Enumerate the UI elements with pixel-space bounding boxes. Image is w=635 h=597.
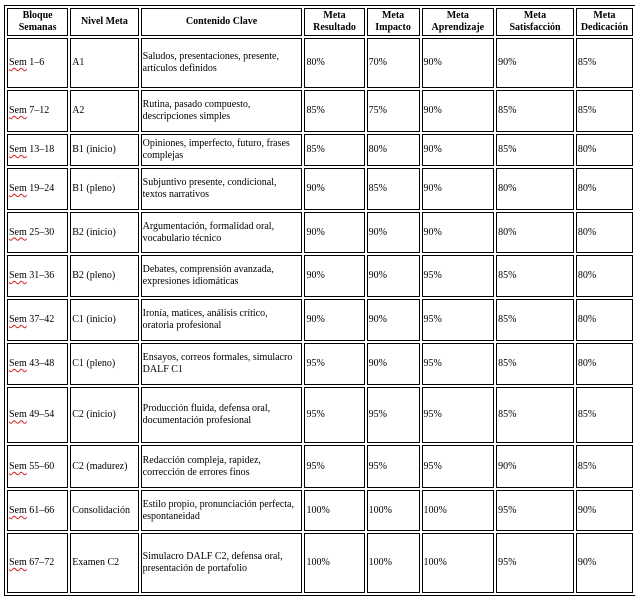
cell-contenido: Simulacro DALF C2, defensa oral, presentación de portafolio bbox=[141, 533, 303, 593]
week-range: 49–54 bbox=[26, 409, 55, 421]
cell-resultado: 80% bbox=[304, 38, 364, 88]
cell-impacto: 95% bbox=[367, 387, 420, 443]
week-range: 13–18 bbox=[26, 144, 55, 156]
cell-satisfaccion: 95% bbox=[496, 533, 574, 593]
cell-aprendizaje: 95% bbox=[422, 445, 495, 488]
cell-satisfaccion: 85% bbox=[496, 299, 574, 341]
sem-label: Sem bbox=[9, 314, 27, 326]
cell-resultado: 100% bbox=[304, 533, 364, 593]
cell-contenido: Ensayos, correos formales, simulacro DALF C1 bbox=[141, 343, 303, 385]
cell-aprendizaje: 90% bbox=[422, 38, 495, 88]
cell-impacto: 90% bbox=[367, 255, 420, 297]
header-bloque-semanas: Bloque Semanas bbox=[7, 8, 68, 36]
table-row bbox=[7, 38, 633, 88]
plan-table bbox=[4, 5, 635, 596]
cell-contenido: Debates, comprensión avanzada, expresiones idiomáticas bbox=[141, 255, 303, 297]
cell-nivel: C2 (inicio) bbox=[70, 387, 138, 443]
sem-label: Sem bbox=[9, 557, 27, 569]
cell-impacto: 70% bbox=[367, 38, 420, 88]
table-row bbox=[7, 490, 633, 531]
week-range: 31–36 bbox=[26, 270, 55, 282]
cell-dedicacion: 80% bbox=[576, 134, 633, 166]
cell-bloque bbox=[7, 38, 68, 88]
table-row bbox=[7, 343, 633, 385]
cell-dedicacion: 85% bbox=[576, 38, 633, 88]
cell-contenido: Producción fluida, defensa oral, documentación profesional bbox=[141, 387, 303, 443]
cell-nivel: C1 (inicio) bbox=[70, 299, 138, 341]
cell-dedicacion: 85% bbox=[576, 387, 633, 443]
week-range: 7–12 bbox=[26, 105, 50, 117]
table-row bbox=[7, 387, 633, 443]
cell-aprendizaje: 90% bbox=[422, 90, 495, 132]
cell-nivel: B2 (inicio) bbox=[70, 212, 138, 253]
cell-impacto: 85% bbox=[367, 168, 420, 210]
cell-nivel: C2 (madurez) bbox=[70, 445, 138, 488]
cell-contenido: Subjuntivo presente, condicional, textos narrativos bbox=[141, 168, 303, 210]
week-range: 25–30 bbox=[26, 226, 55, 238]
cell-satisfaccion: 85% bbox=[496, 90, 574, 132]
cell-nivel: Consolidación bbox=[70, 490, 138, 531]
header-row bbox=[7, 8, 633, 36]
cell-bloque bbox=[7, 255, 68, 297]
cell-nivel: A1 bbox=[70, 38, 138, 88]
cell-impacto: 75% bbox=[367, 90, 420, 132]
cell-contenido: Rutina, pasado compuesto, descripciones simples bbox=[141, 90, 303, 132]
cell-contenido: Saludos, presentaciones, presente, artículos definidos bbox=[141, 38, 303, 88]
cell-nivel: B1 (inicio) bbox=[70, 134, 138, 166]
header-meta-impacto: Meta Impacto bbox=[367, 8, 420, 36]
cell-aprendizaje: 95% bbox=[422, 343, 495, 385]
week-range: 55–60 bbox=[26, 460, 55, 472]
cell-dedicacion: 80% bbox=[576, 299, 633, 341]
cell-bloque bbox=[7, 445, 68, 488]
cell-resultado: 85% bbox=[304, 134, 364, 166]
week-range: 1–6 bbox=[26, 57, 45, 69]
header-meta-resultado: Meta Resultado bbox=[304, 8, 364, 36]
header-nivel-meta: Nivel Meta bbox=[70, 8, 138, 36]
cell-impacto: 100% bbox=[367, 533, 420, 593]
sem-label: Sem bbox=[9, 270, 27, 282]
header-meta-aprendizaje: Meta Aprendizaje bbox=[422, 8, 495, 36]
cell-aprendizaje: 95% bbox=[422, 299, 495, 341]
cell-resultado: 90% bbox=[304, 212, 364, 253]
cell-dedicacion: 80% bbox=[576, 255, 633, 297]
cell-contenido: Opiniones, imperfecto, futuro, frases complejas bbox=[141, 134, 303, 166]
cell-resultado: 90% bbox=[304, 299, 364, 341]
cell-resultado: 85% bbox=[304, 90, 364, 132]
cell-bloque bbox=[7, 134, 68, 166]
cell-bloque bbox=[7, 533, 68, 593]
cell-dedicacion: 80% bbox=[576, 168, 633, 210]
cell-satisfaccion: 80% bbox=[496, 168, 574, 210]
cell-contenido: Argumentación, formalidad oral, vocabulario técnico bbox=[141, 212, 303, 253]
cell-aprendizaje: 100% bbox=[422, 533, 495, 593]
week-range: 67–72 bbox=[26, 557, 55, 569]
cell-nivel: C1 (pleno) bbox=[70, 343, 138, 385]
cell-aprendizaje: 95% bbox=[422, 387, 495, 443]
cell-bloque bbox=[7, 212, 68, 253]
week-range: 19–24 bbox=[26, 183, 55, 194]
cell-satisfaccion: 85% bbox=[496, 387, 574, 443]
cell-contenido: Estilo propio, pronunciación perfecta, espontaneidad bbox=[141, 490, 303, 531]
cell-contenido: Ironía, matices, análisis crítico, oratoria profesional bbox=[141, 299, 303, 341]
sem-label: Sem bbox=[9, 144, 27, 156]
cell-impacto: 100% bbox=[367, 490, 420, 531]
week-range: 61–66 bbox=[26, 504, 55, 516]
cell-satisfaccion: 85% bbox=[496, 343, 574, 385]
cell-dedicacion: 80% bbox=[576, 212, 633, 253]
cell-bloque bbox=[7, 168, 68, 210]
sem-label: Sem bbox=[9, 358, 27, 370]
cell-impacto: 95% bbox=[367, 445, 420, 488]
cell-impacto: 90% bbox=[367, 343, 420, 385]
table-row bbox=[7, 533, 633, 593]
cell-bloque bbox=[7, 387, 68, 443]
sem-label: Sem bbox=[9, 460, 27, 472]
cell-resultado: 95% bbox=[304, 343, 364, 385]
cell-satisfaccion: 95% bbox=[496, 490, 574, 531]
sem-label: Sem bbox=[9, 183, 27, 194]
cell-aprendizaje: 90% bbox=[422, 212, 495, 253]
sem-label: Sem bbox=[9, 105, 27, 117]
cell-nivel: A2 bbox=[70, 90, 138, 132]
header-meta-satisfaccion: Meta Satisfacción bbox=[496, 8, 574, 36]
cell-aprendizaje: 100% bbox=[422, 490, 495, 531]
table-row bbox=[7, 134, 633, 166]
cell-bloque bbox=[7, 90, 68, 132]
cell-impacto: 80% bbox=[367, 134, 420, 166]
cell-satisfaccion: 90% bbox=[496, 445, 574, 488]
sem-label: Sem bbox=[9, 57, 27, 69]
cell-resultado: 95% bbox=[304, 445, 364, 488]
cell-aprendizaje: 90% bbox=[422, 134, 495, 166]
week-range: 37–42 bbox=[26, 314, 55, 326]
cell-satisfaccion: 90% bbox=[496, 38, 574, 88]
cell-dedicacion: 90% bbox=[576, 533, 633, 593]
cell-aprendizaje: 95% bbox=[422, 255, 495, 297]
week-range: 43–48 bbox=[26, 358, 55, 370]
cell-bloque bbox=[7, 490, 68, 531]
cell-contenido: Redacción compleja, rapidez, corrección de errores finos bbox=[141, 445, 303, 488]
table-row bbox=[7, 299, 633, 341]
cell-bloque bbox=[7, 343, 68, 385]
cell-dedicacion: 85% bbox=[576, 445, 633, 488]
sem-label: Sem bbox=[9, 409, 27, 421]
cell-bloque bbox=[7, 299, 68, 341]
header-contenido-clave: Contenido Clave bbox=[141, 8, 303, 36]
sem-label: Sem bbox=[9, 226, 27, 238]
cell-dedicacion: 90% bbox=[576, 490, 633, 531]
sem-label: Sem bbox=[9, 504, 27, 516]
cell-impacto: 90% bbox=[367, 299, 420, 341]
cell-resultado: 100% bbox=[304, 490, 364, 531]
cell-resultado: 90% bbox=[304, 255, 364, 297]
table-row bbox=[7, 168, 633, 210]
cell-impacto: 90% bbox=[367, 212, 420, 253]
cell-aprendizaje: 90% bbox=[422, 168, 495, 210]
cell-satisfaccion: 85% bbox=[496, 134, 574, 166]
table-row bbox=[7, 445, 633, 488]
table-row bbox=[7, 212, 633, 253]
cell-nivel: Examen C2 bbox=[70, 533, 138, 593]
table-row bbox=[7, 255, 633, 297]
cell-resultado: 90% bbox=[304, 168, 364, 210]
cell-dedicacion: 80% bbox=[576, 343, 633, 385]
cell-satisfaccion: 80% bbox=[496, 212, 574, 253]
cell-dedicacion: 85% bbox=[576, 90, 633, 132]
table-row bbox=[7, 90, 633, 132]
cell-satisfaccion: 85% bbox=[496, 255, 574, 297]
cell-nivel: B2 (pleno) bbox=[70, 255, 138, 297]
cell-resultado: 95% bbox=[304, 387, 364, 443]
header-meta-dedicacion: Meta Dedicación bbox=[576, 8, 633, 36]
cell-nivel: B1 (pleno) bbox=[70, 168, 138, 210]
